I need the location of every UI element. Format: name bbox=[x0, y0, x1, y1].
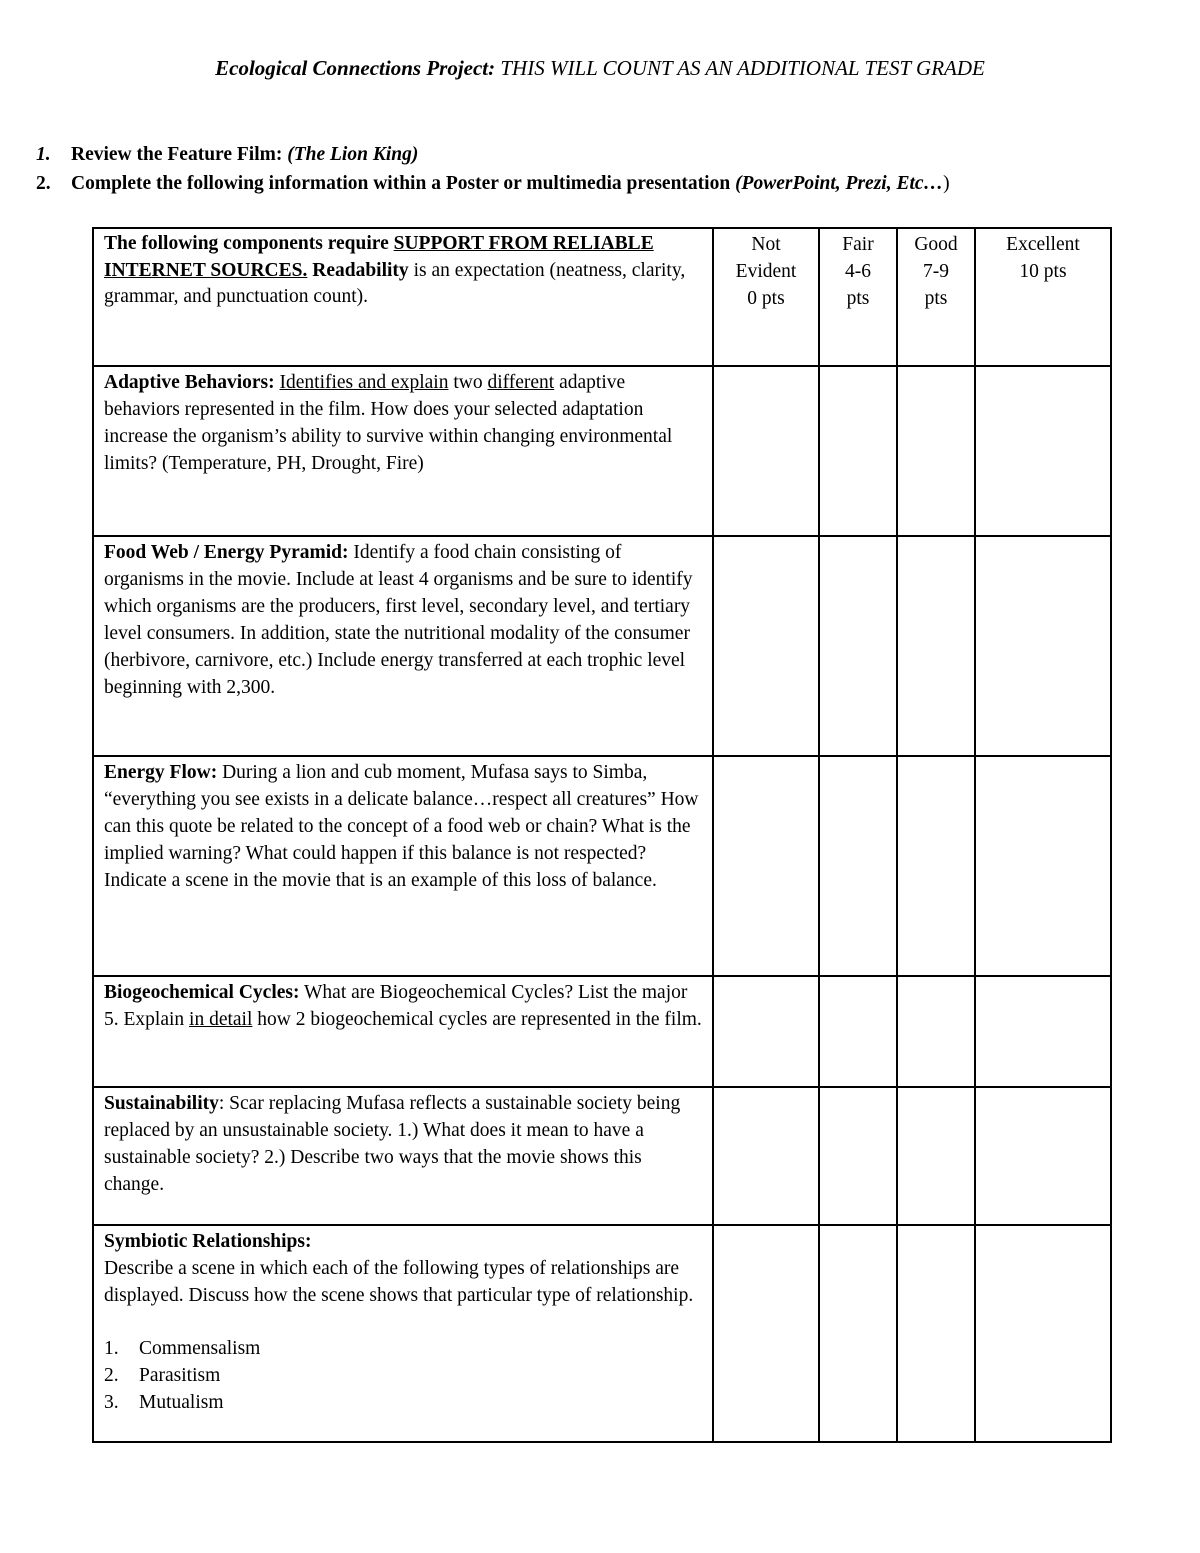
instruction-main: Review the Feature Film: bbox=[71, 144, 288, 165]
rubric-row-biogeochemical-cycles bbox=[93, 976, 1111, 1087]
header-intro: The following components require bbox=[104, 233, 394, 254]
criterion-label: Biogeochemical Cycles: bbox=[104, 982, 300, 1003]
rubric-header-row bbox=[93, 228, 1111, 366]
score-cell bbox=[819, 1087, 897, 1225]
list-text: Mutualism bbox=[139, 1392, 224, 1413]
spacer bbox=[104, 1309, 702, 1335]
criterion-underlined: different bbox=[487, 372, 555, 393]
list-number: 1. bbox=[104, 1338, 119, 1359]
list-text: Parasitism bbox=[139, 1365, 221, 1386]
score-cell bbox=[897, 756, 975, 976]
score-level-excellent bbox=[975, 228, 1111, 366]
score-cell bbox=[897, 1225, 975, 1442]
level-line: 10 pts bbox=[1019, 261, 1067, 282]
criterion-description bbox=[93, 756, 713, 976]
title-note: THIS WILL COUNT AS AN ADDITIONAL TEST GRADE bbox=[495, 56, 985, 80]
score-cell bbox=[713, 756, 819, 976]
criterion-text: What are Biogeochemical Cycles? List the major 5. Explain bbox=[104, 982, 688, 1030]
instruction-italic: (The Lion King) bbox=[287, 144, 419, 165]
level-line: 4-6 bbox=[845, 261, 871, 282]
rubric-table bbox=[92, 227, 1112, 1443]
score-cell bbox=[819, 536, 897, 756]
instructions-list bbox=[36, 140, 1166, 198]
list-text: Commensalism bbox=[139, 1338, 261, 1359]
page-title bbox=[0, 54, 1200, 82]
score-cell bbox=[897, 1087, 975, 1225]
list-number: 2. bbox=[104, 1365, 119, 1386]
instruction-2 bbox=[36, 169, 1166, 198]
score-cell bbox=[975, 756, 1111, 976]
criterion-text: : Scar replacing Mufasa reflects a sustainable society being replaced by an unsustainable society. 1.) What does it mean to have a sustainable society? 2.) Describe two ways that the movie shows this change. bbox=[104, 1093, 681, 1195]
score-cell bbox=[975, 976, 1111, 1087]
rubric-row-symbiotic-relationships bbox=[93, 1225, 1111, 1442]
criterion-label: Adaptive Behaviors: bbox=[104, 372, 275, 393]
score-level-not-evident bbox=[713, 228, 819, 366]
score-cell bbox=[713, 1087, 819, 1225]
list-item bbox=[104, 1389, 702, 1416]
criterion-label: Symbiotic Relationships: bbox=[104, 1231, 312, 1252]
score-cell bbox=[975, 1087, 1111, 1225]
criterion-description bbox=[93, 1087, 713, 1225]
score-level-good bbox=[897, 228, 975, 366]
instruction-1 bbox=[36, 140, 1166, 169]
level-line: pts bbox=[846, 288, 870, 309]
level-line: Excellent bbox=[1006, 234, 1080, 255]
list-item bbox=[104, 1362, 702, 1389]
criterion-text: Describe a scene in which each of the following types of relationships are displayed. Discuss how the scene shows that particular type of relationship. bbox=[104, 1258, 694, 1306]
score-cell bbox=[819, 366, 897, 536]
criterion-label: Sustainability bbox=[104, 1093, 219, 1114]
header-readability-text: is an expectation (neatness, clarity, grammar, and punctuation count). bbox=[104, 259, 686, 307]
instruction-number: 2. bbox=[36, 173, 51, 194]
criterion-text: Identify a food chain consisting of organisms in the movie. Include at least 4 organisms and be sure to identify which organisms are the producers, first level, secondary level, and tertiary level consumers. In addition, state the nutritional modality of the consumer (herbivore, carnivore, etc.) Include energy transferred at each trophic level beginning with 2,300. bbox=[104, 542, 693, 698]
score-cell bbox=[897, 536, 975, 756]
instruction-main: Complete the following information within a Poster or multimedia presentation bbox=[71, 173, 736, 194]
criterion-underlined: in detail bbox=[189, 1009, 253, 1030]
list-item bbox=[104, 1335, 702, 1362]
score-cell bbox=[713, 366, 819, 536]
score-cell bbox=[897, 976, 975, 1087]
score-cell bbox=[819, 976, 897, 1087]
level-line: Good bbox=[914, 234, 958, 255]
rubric-row-sustainability bbox=[93, 1087, 1111, 1225]
score-cell bbox=[975, 366, 1111, 536]
rubric-row-adaptive-behaviors bbox=[93, 366, 1111, 536]
level-line: Evident bbox=[735, 261, 797, 282]
instruction-text bbox=[71, 169, 950, 198]
score-level-fair bbox=[819, 228, 897, 366]
score-cell bbox=[819, 756, 897, 976]
criterion-text: two bbox=[448, 372, 488, 393]
instruction-text bbox=[71, 140, 418, 169]
criterion-description bbox=[93, 366, 713, 536]
criterion-description bbox=[93, 1225, 713, 1442]
criterion-text: During a lion and cub moment, Mufasa says to Simba, “everything you see exists in a delicate balance…respect all creatures” How can this quote be related to the concept of a food web or chain? What is the implied warning? What could happen if this balance is not respected? Indicate a scene in the movie that is an example of this loss of balance. bbox=[104, 762, 699, 891]
rubric-header-description bbox=[93, 228, 713, 366]
header-intro-underlined: SUPPORT FROM RELIABLE INTERNET SOURCES. bbox=[104, 233, 654, 281]
score-cell bbox=[713, 1225, 819, 1442]
level-line: Not bbox=[751, 234, 781, 255]
rubric-row-food-web bbox=[93, 536, 1111, 756]
project-name: Ecological Connections Project: bbox=[215, 56, 496, 80]
header-readability: Readability bbox=[312, 259, 409, 281]
list-number: 3. bbox=[104, 1392, 119, 1413]
score-cell bbox=[713, 536, 819, 756]
criterion-text: adaptive behaviors represented in the film. How does your selected adaptation increase the organism’s ability to survive within changing environmental limits? (Temperature, PH, Drought, Fire) bbox=[104, 372, 673, 474]
score-cell bbox=[819, 1225, 897, 1442]
criterion-underlined: Identifies and explain bbox=[279, 372, 449, 393]
instruction-italic: (PowerPoint, Prezi, Etc… bbox=[735, 173, 944, 194]
score-cell bbox=[975, 536, 1111, 756]
criterion-description bbox=[93, 536, 713, 756]
criterion-label: Food Web / Energy Pyramid: bbox=[104, 542, 349, 563]
criterion-text: how 2 biogeochemical cycles are represented in the film. bbox=[252, 1009, 702, 1030]
rubric-row-energy-flow bbox=[93, 756, 1111, 976]
score-cell bbox=[713, 976, 819, 1087]
criterion-description bbox=[93, 976, 713, 1087]
level-line: 7-9 bbox=[923, 261, 949, 282]
instruction-number: 1. bbox=[36, 144, 51, 165]
score-cell bbox=[897, 366, 975, 536]
level-line: pts bbox=[924, 288, 948, 309]
instruction-after: ) bbox=[943, 173, 950, 194]
criterion-label: Energy Flow: bbox=[104, 762, 218, 783]
level-line: 0 pts bbox=[747, 288, 785, 309]
score-cell bbox=[975, 1225, 1111, 1442]
level-line: Fair bbox=[842, 234, 874, 255]
